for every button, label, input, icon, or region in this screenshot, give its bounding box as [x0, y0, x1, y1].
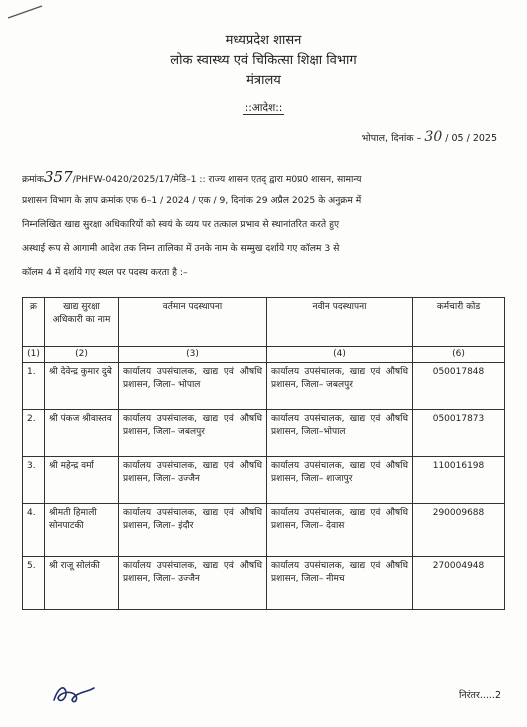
table-row: [23, 457, 505, 504]
header-employee-code: कर्मचारी कोड: [413, 298, 505, 347]
row-officer-name: श्री देवेन्द्र कुमार दुबे: [45, 363, 119, 410]
row-new-posting: कार्यालय उपसंचालक, खाद्य एवं औषधि प्रशासन, जिला– नीमच: [267, 557, 413, 610]
row-officer-name: श्री पंकज श्रीवास्तव: [45, 410, 119, 457]
order-heading: ::आदेश::: [244, 102, 283, 114]
row-new-posting: कार्यालय उपसंचालक, खाद्य एवं औषधि प्रशासन, जिला– शाजापुर: [267, 457, 413, 504]
order-paragraph-line-5: कॉलम 4 में दर्शाये गए स्थल पर पदस्थ करता है :–: [22, 267, 188, 278]
header-sno: क्र: [23, 298, 45, 347]
table-row: [23, 504, 505, 557]
row-employee-code: 050017873: [413, 410, 505, 457]
row-officer-name: श्रीमती हिमाली सोनपाटकी: [45, 504, 119, 557]
row-employee-code: 270004948: [413, 557, 505, 610]
row-sno: 3.: [23, 457, 45, 504]
continued-note: निरंतर.....2: [458, 690, 501, 701]
header-current-posting: वर्तमान पदस्थापना: [119, 298, 267, 347]
order-number: 357: [44, 168, 73, 186]
order-paragraph-line-4: अस्थाई रूप से आगामी आदेश तक निम्न तालिका में उनके नाम के सम्मुख दर्शाये गए कॉलम 3 से: [22, 243, 340, 254]
header-new-posting: नवीन पदस्थापना: [267, 298, 413, 347]
order-paragraph-line-1: क्रमांक357/PHFW-0420/2025/17/मेडि–1 :: राज्य शासन एतद् द्वारा म0प्र0 शासन, सामान्य: [22, 168, 362, 186]
date-rest: / 05 / 2025: [445, 133, 497, 144]
row-new-posting: कार्यालय उपसंचालक, खाद्य एवं औषधि प्रशासन, जिला– देवास: [267, 504, 413, 557]
row-current-posting: कार्यालय उपसंचालक, खाद्य एवं औषधि प्रशासन, जिला– उज्जैन: [119, 557, 267, 610]
row-officer-name: श्री राजू सोलंकी: [45, 557, 119, 610]
row-sno: 5.: [23, 557, 45, 610]
table-row: [23, 410, 505, 457]
date-prefix: भोपाल, दिनांक –: [361, 133, 422, 144]
date-day: 30: [424, 129, 443, 145]
row-current-posting: कार्यालय उपसंचालक, खाद्य एवं औषधि प्रशासन, जिला– इंदौर: [119, 504, 267, 557]
row-current-posting: कार्यालय उपसंचालक, खाद्य एवं औषधि प्रशासन, जिला– उज्जैन: [119, 457, 267, 504]
row-employee-code: 290009688: [413, 504, 505, 557]
row-current-posting: कार्यालय उपसंचालक, खाद्य एवं औषधि प्रशासन, जिला– जबलपुर: [119, 410, 267, 457]
date-line: [362, 129, 497, 145]
row-current-posting: कार्यालय उपसंचालक, खाद्य एवं औषधि प्रशासन, जिला– भोपाल: [119, 363, 267, 410]
row-sno: 1.: [23, 363, 45, 410]
row-officer-name: श्री महेन्द्र वर्मा: [45, 457, 119, 504]
row-new-posting: कार्यालय उपसंचालक, खाद्य एवं औषधि प्रशासन, जिला–भोपाल: [267, 410, 413, 457]
row-employee-code: 110016198: [413, 457, 505, 504]
pen-stroke-mark: [6, 4, 46, 20]
signature: [50, 678, 98, 708]
row-new-posting: कार्यालय उपसंचालक, खाद्य एवं औषधि प्रशासन, जिला– जबलपुर: [267, 363, 413, 410]
table-row: [23, 557, 505, 610]
table-header-row: [23, 298, 505, 347]
row-employee-code: 050017848: [413, 363, 505, 410]
order-label: क्रमांक: [22, 174, 44, 185]
ministry-title: मंत्रालय: [246, 73, 281, 88]
row-sno: 4.: [23, 504, 45, 557]
column-number-row: (1) (2) (3) (4) (6): [23, 347, 505, 363]
govt-title: मध्यप्रदेश शासन: [225, 33, 302, 48]
department-title: लोक स्वास्थ्य एवं चिकित्सा शिक्षा विभाग: [170, 53, 357, 68]
row-sno: 2.: [23, 410, 45, 457]
order-paragraph-line-2: प्रशासन विभाग के ज्ञाप क्रमांक एफ 6–1 / 2024 / एक / 9, दिनांक 29 अप्रैल 2025 के अनुक्रम में: [22, 195, 362, 206]
transfer-table: [22, 297, 505, 610]
header-officer-name: खाद्य सुरक्षा अधिकारी का नाम: [45, 298, 119, 347]
order-paragraph-line-3: निम्नलिखित खाद्य सुरक्षा अधिकारियों को स्वयं के व्यय पर तत्काल प्रभाव से स्थानांतरित करते हुए: [22, 219, 340, 230]
table-row: [23, 363, 505, 410]
